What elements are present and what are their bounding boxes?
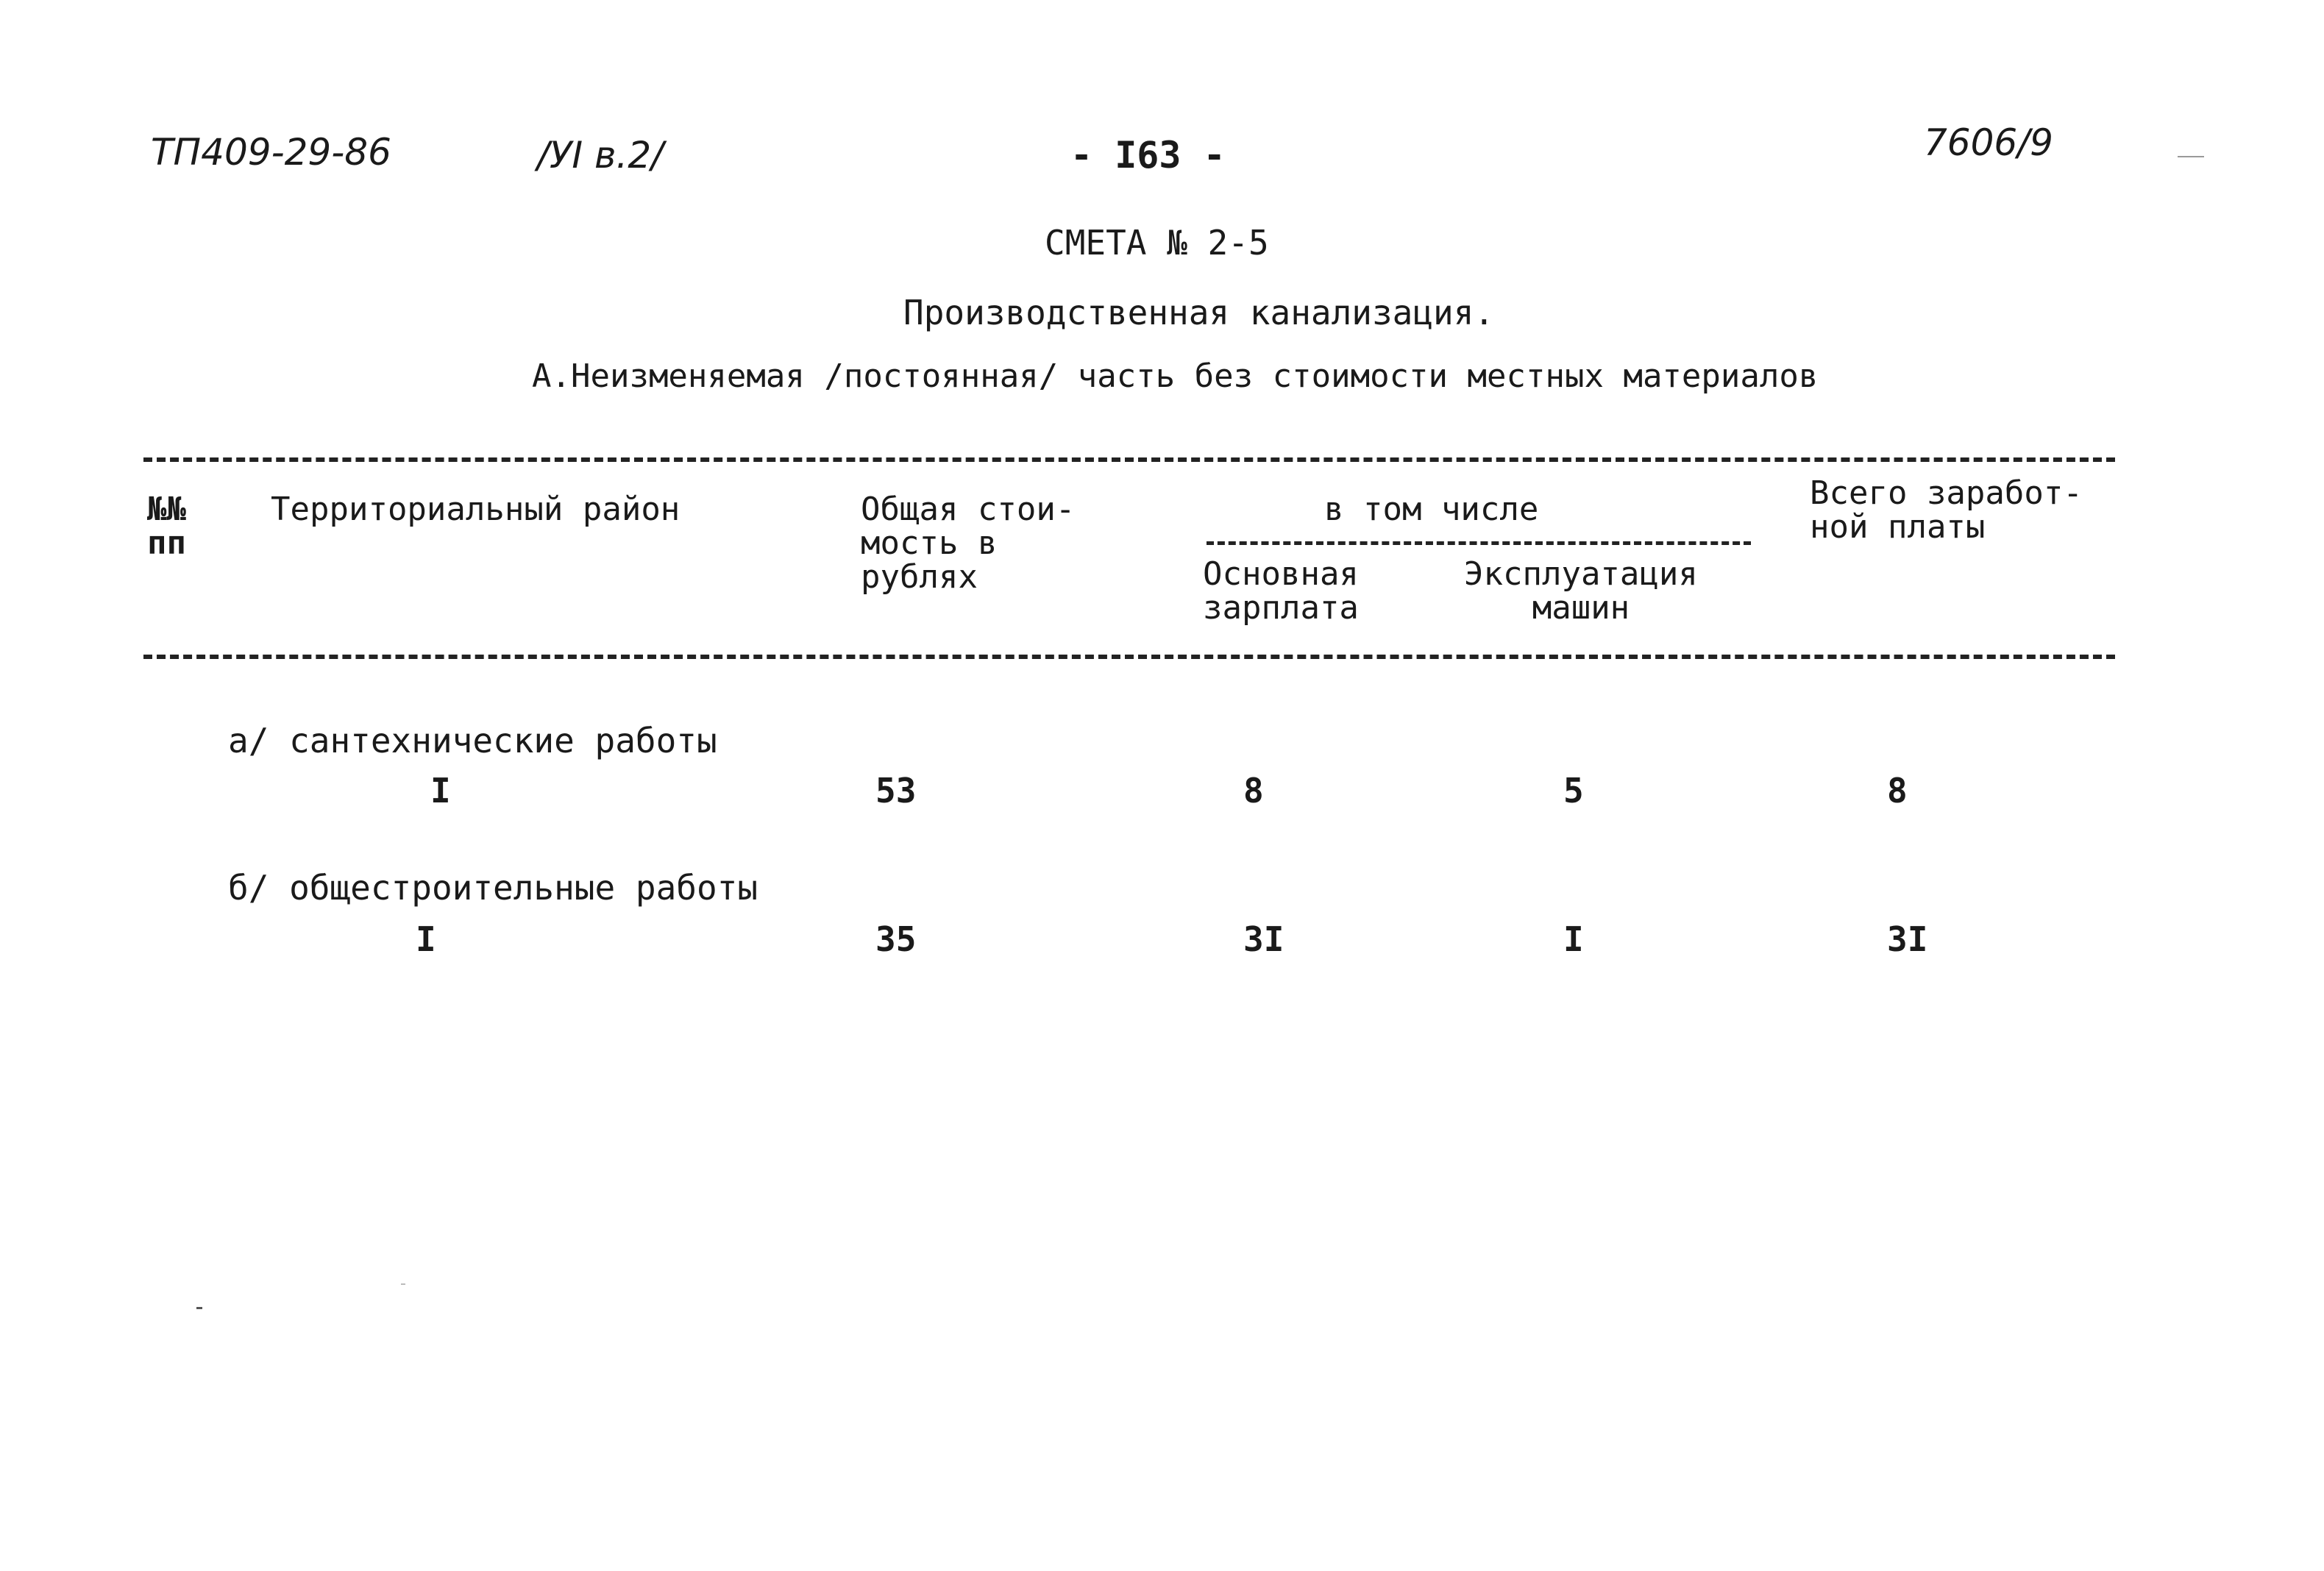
scan-speck bbox=[2178, 156, 2204, 157]
estimate-heading: СМЕТА № 2-5 bbox=[1045, 223, 1269, 263]
row-region: I bbox=[430, 771, 451, 811]
group-label-plumbing: а/ сантехнические работы bbox=[228, 721, 717, 760]
col-region-header: Территориальный район bbox=[271, 491, 681, 528]
section-title: А.Неизменяемая /постоянная/ часть без стоимости местных материалов bbox=[532, 357, 1819, 395]
row-base-wage: 3I bbox=[1243, 919, 1284, 959]
row-total-wage: 8 bbox=[1887, 771, 1908, 811]
table-top-rule bbox=[143, 457, 2115, 462]
row-machines: 5 bbox=[1563, 771, 1584, 811]
row-total-cost: 35 bbox=[875, 919, 917, 959]
col-total-wage-header: Всего заработ- ной платы bbox=[1810, 474, 2083, 546]
page-number: - I63 - bbox=[1070, 134, 1226, 177]
col-total-cost-header: Общая стои- мость в рублях bbox=[861, 491, 1076, 596]
header-bottom-rule bbox=[143, 655, 2115, 659]
volume-label: /УI в.2/ bbox=[537, 134, 664, 177]
row-region: I bbox=[416, 919, 436, 959]
col-base-wage-header: Основная зарплата bbox=[1203, 555, 1359, 627]
archive-stamp: 7606/9 bbox=[1924, 121, 2053, 164]
scan-speck bbox=[401, 1283, 405, 1285]
scan-speck bbox=[196, 1307, 202, 1309]
col-including-header: в том числе bbox=[1324, 491, 1539, 528]
including-subrule bbox=[1207, 541, 1751, 545]
group-label-general-construction: б/ общестроительные работы bbox=[228, 868, 758, 908]
document-code: ТП409-29-86 bbox=[151, 131, 391, 174]
row-machines: I bbox=[1563, 919, 1584, 959]
estimate-subtitle: Производственная канализация. bbox=[903, 293, 1495, 332]
col-number-header: №№ пп bbox=[147, 491, 186, 562]
row-total-wage: 3I bbox=[1887, 919, 1928, 959]
row-base-wage: 8 bbox=[1243, 771, 1264, 811]
col-machines-header: Эксплуатация машин bbox=[1464, 555, 1698, 627]
row-total-cost: 53 bbox=[875, 771, 917, 811]
